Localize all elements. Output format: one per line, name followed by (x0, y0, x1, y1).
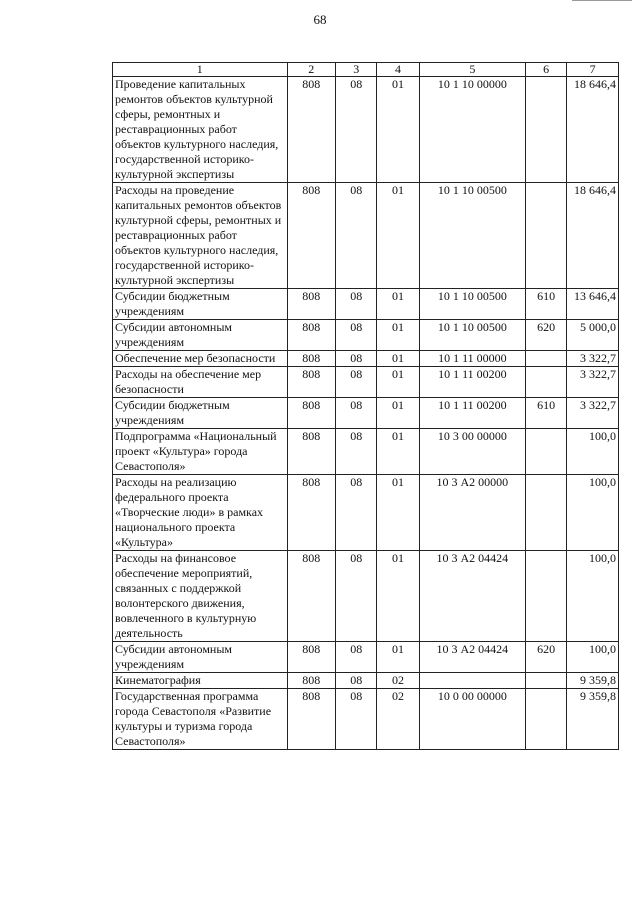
table-row (113, 351, 619, 367)
row-subsection-cell: 01 (377, 320, 419, 351)
row-section-cell: 08 (336, 351, 377, 367)
row-expense-type-cell (526, 551, 567, 642)
row-subsection-cell: 02 (377, 689, 419, 750)
table-header (113, 63, 619, 77)
row-expense-type-cell (526, 429, 567, 475)
table-row (113, 398, 619, 429)
row-subsection-cell: 01 (377, 429, 419, 475)
row-amount-cell: 9 359,8 (567, 689, 619, 750)
row-section-cell: 08 (336, 673, 377, 689)
row-grbs-cell: 808 (287, 320, 336, 351)
row-subsection-cell: 01 (377, 398, 419, 429)
header-row (113, 63, 619, 77)
row-grbs-cell: 808 (287, 551, 336, 642)
row-target-article-cell: 10 3 А2 00000 (419, 475, 525, 551)
row-amount-cell: 100,0 (567, 642, 619, 673)
row-target-article-cell: 10 1 10 00500 (419, 289, 525, 320)
row-grbs-cell: 808 (287, 183, 336, 289)
row-section-cell: 08 (336, 77, 377, 183)
row-name-cell: Государственная программа города Севастополя «Развитие культуры и туризма города Севастополя» (113, 689, 288, 750)
row-target-article-cell: 10 3 А2 04424 (419, 551, 525, 642)
table-row (113, 551, 619, 642)
row-subsection-cell: 01 (377, 367, 419, 398)
row-grbs-cell: 808 (287, 367, 336, 398)
row-expense-type-cell (526, 183, 567, 289)
row-target-article-cell: 10 1 11 00200 (419, 398, 525, 429)
table-row (113, 367, 619, 398)
row-section-cell: 08 (336, 289, 377, 320)
header-col-3: 3 (336, 63, 377, 77)
row-section-cell: 08 (336, 689, 377, 750)
row-target-article-cell (419, 673, 525, 689)
table-row (113, 475, 619, 551)
table-row (113, 673, 619, 689)
row-subsection-cell: 01 (377, 475, 419, 551)
row-section-cell: 08 (336, 475, 377, 551)
row-expense-type-cell (526, 689, 567, 750)
row-name-cell: Расходы на финансовое обеспечение мероприятий, связанных с поддержкой волонтерского движения, вовлеченного в культурную деятельность (113, 551, 288, 642)
row-expense-type-cell: 620 (526, 642, 567, 673)
table-row (113, 642, 619, 673)
row-target-article-cell: 10 1 10 00000 (419, 77, 525, 183)
header-col-6: 6 (526, 63, 567, 77)
row-grbs-cell: 808 (287, 351, 336, 367)
row-target-article-cell: 10 3 00 00000 (419, 429, 525, 475)
row-expense-type-cell (526, 475, 567, 551)
row-name-cell: Расходы на обеспечение мер безопасности (113, 367, 288, 398)
row-expense-type-cell: 610 (526, 289, 567, 320)
table-row (113, 183, 619, 289)
page-number: 68 (313, 12, 327, 27)
row-subsection-cell: 01 (377, 351, 419, 367)
row-subsection-cell: 01 (377, 289, 419, 320)
row-grbs-cell: 808 (287, 398, 336, 429)
row-name-cell: Субсидии бюджетным учреждениям (113, 398, 288, 429)
row-target-article-cell: 10 0 00 00000 (419, 689, 525, 750)
row-section-cell: 08 (336, 398, 377, 429)
table-row (113, 320, 619, 351)
row-name-cell: Расходы на проведение капитальных ремонтов объектов культурной сферы, ремонтных и реставрационных работ объектов культурного наследия, государственной историко-культурной экспертизы (113, 183, 288, 289)
header-col-4: 4 (377, 63, 419, 77)
row-subsection-cell: 01 (377, 183, 419, 289)
header-col-5: 5 (419, 63, 525, 77)
row-amount-cell: 18 646,4 (567, 183, 619, 289)
row-amount-cell: 100,0 (567, 429, 619, 475)
row-expense-type-cell: 620 (526, 320, 567, 351)
row-expense-type-cell: 610 (526, 398, 567, 429)
row-amount-cell: 3 322,7 (567, 351, 619, 367)
row-name-cell: Кинематография (113, 673, 288, 689)
row-grbs-cell: 808 (287, 475, 336, 551)
row-name-cell: Подпрограмма «Национальный проект «Культура» города Севастополя» (113, 429, 288, 475)
row-grbs-cell: 808 (287, 689, 336, 750)
row-name-cell: Субсидии автономным учреждениям (113, 642, 288, 673)
table-row (113, 429, 619, 475)
row-expense-type-cell (526, 351, 567, 367)
row-grbs-cell: 808 (287, 429, 336, 475)
row-section-cell: 08 (336, 183, 377, 289)
row-name-cell: Обеспечение мер безопасности (113, 351, 288, 367)
row-section-cell: 08 (336, 429, 377, 475)
row-name-cell: Расходы на реализацию федерального проекта «Творческие люди» в рамках национального проекта «Культура» (113, 475, 288, 551)
row-expense-type-cell (526, 673, 567, 689)
row-amount-cell: 13 646,4 (567, 289, 619, 320)
row-grbs-cell: 808 (287, 77, 336, 183)
row-subsection-cell: 01 (377, 551, 419, 642)
row-target-article-cell: 10 1 10 00500 (419, 320, 525, 351)
row-amount-cell: 18 646,4 (567, 77, 619, 183)
table-row (113, 689, 619, 750)
row-expense-type-cell (526, 77, 567, 183)
row-section-cell: 08 (336, 367, 377, 398)
row-target-article-cell: 10 1 11 00000 (419, 351, 525, 367)
row-name-cell: Субсидии автономным учреждениям (113, 320, 288, 351)
row-section-cell: 08 (336, 320, 377, 351)
row-grbs-cell: 808 (287, 673, 336, 689)
header-col-1: 1 (113, 63, 288, 77)
row-section-cell: 08 (336, 642, 377, 673)
budget-table (112, 62, 619, 750)
row-expense-type-cell (526, 367, 567, 398)
row-amount-cell: 5 000,0 (567, 320, 619, 351)
row-amount-cell: 100,0 (567, 475, 619, 551)
row-grbs-cell: 808 (287, 642, 336, 673)
row-amount-cell: 100,0 (567, 551, 619, 642)
row-subsection-cell: 01 (377, 642, 419, 673)
row-subsection-cell: 01 (377, 77, 419, 183)
table-row (113, 289, 619, 320)
row-amount-cell: 3 322,7 (567, 398, 619, 429)
row-name-cell: Субсидии бюджетным учреждениям (113, 289, 288, 320)
header-col-2: 2 (287, 63, 336, 77)
row-grbs-cell: 808 (287, 289, 336, 320)
table-row (113, 77, 619, 183)
row-target-article-cell: 10 1 11 00200 (419, 367, 525, 398)
row-name-cell: Проведение капитальных ремонтов объектов культурной сферы, ремонтных и реставрационных работ объектов культурного наследия, государственной историко-культурной экспертизы (113, 77, 288, 183)
row-target-article-cell: 10 1 10 00500 (419, 183, 525, 289)
header-col-7: 7 (567, 63, 619, 77)
row-section-cell: 08 (336, 551, 377, 642)
row-amount-cell: 9 359,8 (567, 673, 619, 689)
scan-edge-mark (572, 0, 632, 4)
table-body (113, 77, 619, 750)
row-subsection-cell: 02 (377, 673, 419, 689)
row-target-article-cell: 10 3 А2 04424 (419, 642, 525, 673)
row-amount-cell: 3 322,7 (567, 367, 619, 398)
